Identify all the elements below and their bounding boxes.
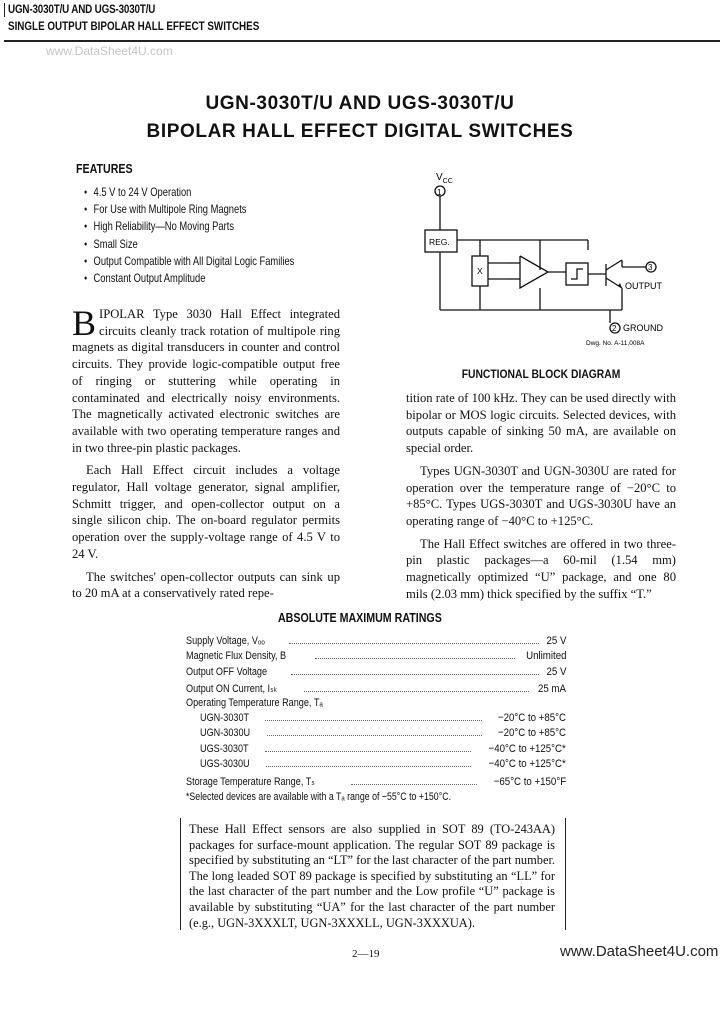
- sot89-note-text: These Hall Effect sensors are also supplied in SOT 89 (TO-243AA) packages for surface-mount application. The regular SOT 89 package is specified by substituting an “LT” for the last character of the part number. The long leaded SOT 89 package is specified by substituting an “LL” for the last character of the part number and the Low profile “U” package is available by substituting “UA” for the last character of the part number (e.g., UGN-3XXXLT, UGN-3XXXLL, UGN-3XXXUA).: [189, 822, 555, 930]
- ratings-table: [186, 635, 566, 789]
- feature-item: ● Constant Output Amplitude: [84, 271, 294, 288]
- ratings-row: Output ON Current, Iₛₖ 25 mA: [186, 683, 566, 696]
- ratings-row: Magnetic Flux Density, B Unlimited: [186, 650, 566, 663]
- body-paragraph-5: Types UGN-3030T and UGN-3030U are rated for operation over the temperature range of −20°C to +85°C. Types UGS-3030T and UGS-3030U have an operating range of −40°C to +125°C.: [406, 463, 676, 528]
- header-rule: [4, 40, 720, 42]
- feature-item: ● For Use with Multipole Ring Magnets: [84, 202, 294, 219]
- pin1-label: 1: [437, 188, 442, 197]
- margin-tick: [4, 3, 5, 17]
- ratings-row: Output OFF Voltage 25 V: [186, 665, 566, 678]
- vcc-label: $V_{CC}$: [436, 172, 453, 185]
- feature-item: ● 4.5 V to 24 V Operation: [84, 185, 294, 202]
- body-right-column: [406, 390, 676, 608]
- page-number: 2—19: [352, 948, 380, 960]
- features-list: [84, 185, 354, 288]
- ratings-footnote: *Selected devices are available with a Tₐ range of −55°C to +150°C.: [186, 791, 452, 803]
- features-heading: FEATURES: [76, 161, 133, 176]
- running-header-subtitle: SINGLE OUTPUT BIPOLAR HALL EFFECT SWITCHES: [8, 19, 260, 33]
- feature-item: ● Output Compatible with All Digital Logic Families: [84, 254, 294, 271]
- ground-label: GROUND: [623, 323, 663, 333]
- body-paragraph-1: IPOLAR Type 3030 Hall Effect integrated circuits cleanly track rotation of multipole ring magnets as digital transducers in counter and control circuits. They provide logic-compatible output free of ringing or stuttering while operating in contaminated and electrically noisy environments. The magnetically activated electronic switches are available with two operating temperature ranges and in two three-pin plastic packages.: [72, 307, 340, 455]
- ratings-row: UGN-3030U −20°C to +85°C: [200, 727, 566, 740]
- body-paragraph-6: The Hall Effect switches are offered in two three-pin plastic packages—a 60-mil (1.54 mm) magnetically optimized “U” package, and one 80 mils (2.03 mm) thick specified by the suffix “T.”: [406, 536, 676, 601]
- functional-block-diagram: [400, 160, 690, 360]
- ratings-heading: ABSOLUTE MAXIMUM RATINGS: [278, 610, 442, 625]
- drop-cap: B: [72, 303, 97, 343]
- output-label: OUTPUT: [625, 281, 662, 291]
- feature-item: ● Small Size: [84, 237, 294, 254]
- ratings-row: UGS-3030T −40°C to +125°C*: [200, 742, 566, 755]
- page-title-line2: BIPOLAR HALL EFFECT DIGITAL SWITCHES: [146, 121, 574, 142]
- ratings-row: Supply Voltage, Vₒₒ 25 V: [186, 635, 566, 647]
- watermark-bottom: www.DataSheet4U.com: [560, 943, 719, 960]
- body-paragraph-4: tition rate of 100 kHz. They can be used directly with bipolar or MOS logic circuits. Selected devices, with outputs capable of sinking 50 mA, are available on special order.: [406, 391, 676, 456]
- running-header-part-numbers: UGN-3030T/U AND UGS-3030T/U: [8, 2, 156, 16]
- body-left-column: [72, 303, 340, 608]
- body-paragraph-3: The switches' open-collector outputs can sink up to 20 mA at a conservatively rated repe-: [72, 569, 340, 601]
- pin2-label: 2: [612, 324, 617, 333]
- reg-label: REG.: [429, 237, 450, 247]
- ratings-row: UGN-3030T −20°C to +85°C: [200, 711, 566, 724]
- feature-item: ● High Reliability—No Moving Parts: [84, 219, 294, 236]
- sot89-note-box: [180, 818, 566, 930]
- body-paragraph-2: Each Hall Effect circuit includes a voltage regulator, Hall voltage generator, signal amplifier, Schmitt trigger, and open-collector output on a single silicon chip. The on-board regulator permits operation over the supply-voltage range of 4.5 V to 24 V.: [72, 463, 340, 561]
- watermark-top: www.DataSheet4U.com: [46, 44, 173, 58]
- ratings-row: Operating Temperature Range, Tₐ: [186, 696, 323, 709]
- page-title-line1: UGN-3030T/U AND UGS-3030T/U: [205, 93, 515, 114]
- diagram-caption: FUNCTIONAL BLOCK DIAGRAM: [461, 367, 621, 381]
- ratings-row: UGS-3030U −40°C to +125°C*: [200, 758, 566, 771]
- hall-element-label: X: [477, 266, 483, 276]
- pin3-label: 3: [648, 263, 653, 272]
- drawing-number: Dwg. No. A-11,008A: [586, 340, 645, 347]
- ratings-row: Storage Temperature Range, Tₛ −65°C to +150°F: [186, 775, 566, 788]
